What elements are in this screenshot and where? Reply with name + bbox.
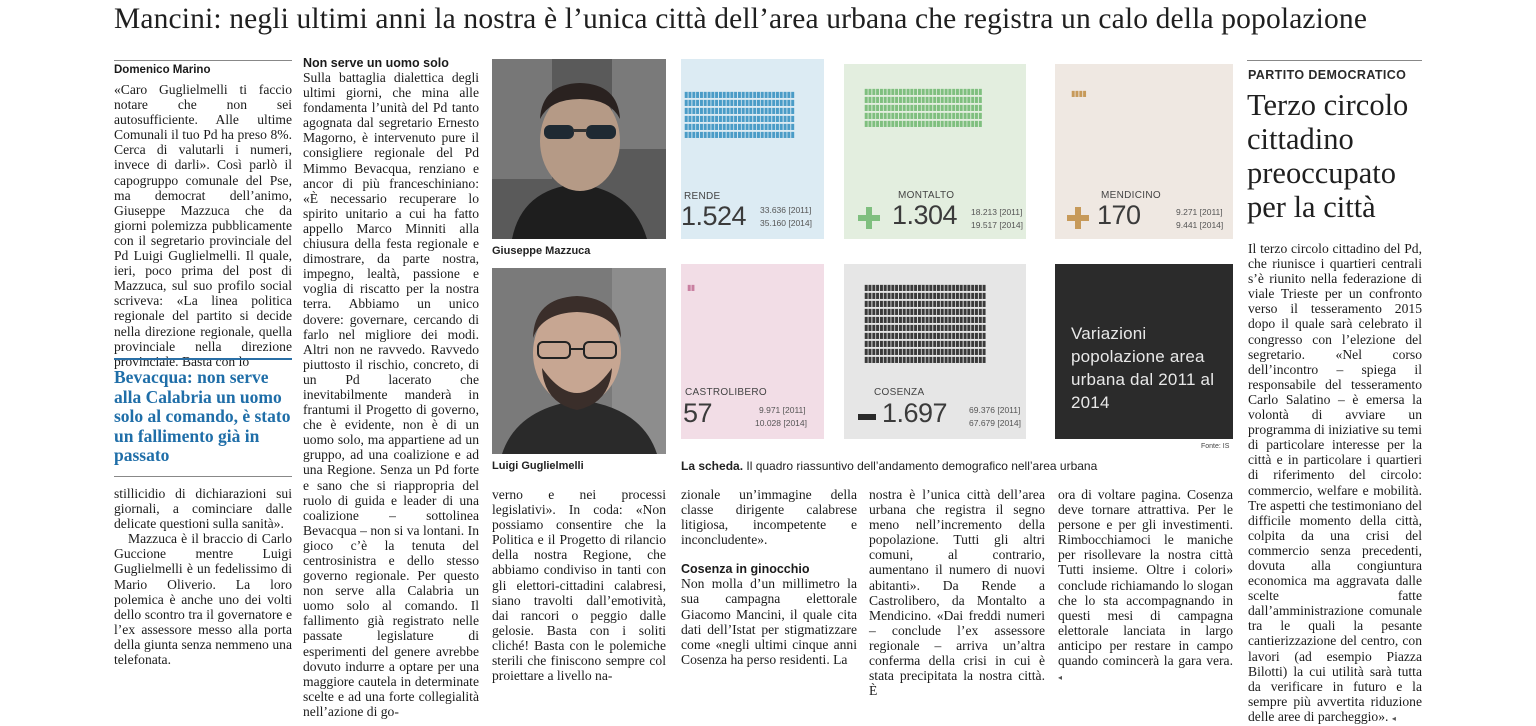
tile-2014-castrolibero: 10.028 [2014] xyxy=(755,418,807,428)
infographic-source: Fonte: IS xyxy=(1201,443,1230,450)
sidebar-title: Terzo circolo cittadino preoccupato per la città xyxy=(1247,88,1409,224)
subheading-non-serve: Non serve un uomo solo xyxy=(303,56,449,70)
tile-delta-rende: 1.524 xyxy=(681,201,747,231)
people-icons-cosenza: ▮▮▮▮▮▮▮▮▮▮▮▮▮▮▮▮▮▮▮▮▮▮▮▮▮▮▮▮▮▮▮▮ ▮▮▮▮▮▮▮▮▮▮▮▮▮▮▮▮▮▮▮▮▮▮▮▮▮▮▮▮▮▮▮▮ ▮▮▮▮▮▮▮▮▮▮▮▮▮▮▮▮▮▮▮▮▮▮▮▮▮▮▮▮▮▮▮▮ ▮▮▮▮▮▮▮▮▮▮▮▮▮▮▮▮▮▮▮▮▮▮▮▮▮▮▮▮▮▮▮▮ ▮▮▮▮▮▮▮▮▮▮▮▮▮▮▮▮▮▮▮▮▮▮▮▮▮▮▮▮▮▮▮▮ ▮▮▮▮▮▮▮▮▮▮▮▮▮▮▮▮▮▮▮▮▮▮▮▮▮▮▮▮▮▮▮▮ ▮▮▮▮▮▮▮▮▮▮▮▮▮▮▮▮▮▮▮▮▮▮▮▮▮▮▮▮▮▮▮▮ ▮▮▮▮▮▮▮▮▮▮▮▮▮▮▮▮▮▮▮▮▮▮▮▮▮▮▮▮▮▮▮▮ ▮▮▮▮▮▮▮▮▮▮▮▮▮▮▮▮▮▮▮▮▮▮▮▮▮▮▮▮▮▮▮▮ ▮▮▮▮▮▮▮▮▮▮▮▮▮▮▮▮▮▮▮▮▮▮▮▮▮▮▮▮▮▮▮▮ xyxy=(864,283,986,364)
column-4-text: zionale un’immagine della classe dirigente calabrese litigiosa, incompetente e inconcludente». xyxy=(681,487,857,548)
headline: Mancini: negli ultimi anni la nostra è l’unica città dell’area urbana che registra un calo della popolazione xyxy=(114,3,1368,35)
column-1-bottom-p1: stillicidio di dichiarazioni sui giornali, a cominciare dalle delicate questioni sulla sanità». xyxy=(114,486,292,532)
tile-name-montalto: MONTALTO xyxy=(898,190,955,201)
column-2 xyxy=(303,56,479,719)
infographic-title: Variazioni popolazione area urbana dal 2011 al 2014 xyxy=(1071,324,1215,412)
tile-name-cosenza: COSENZA xyxy=(874,387,925,398)
pullquote-rule xyxy=(114,358,292,360)
tile-montalto xyxy=(844,64,1026,239)
column-5-text: nostra è l’unica città dell’area urbana che registra il segno meno nell’incremento della popolazione. Tutti gli altri comuni, al contrario, aumentano il numero di nuovi abitanti». Da Rende a Castrolibero, da Montalto a Mendicino. «Dai freddi numeri – conclude l’ex assessore regionale – arriva un’altra conferma della crisi in cui è stata precipitata la nostra città. È xyxy=(869,487,1045,699)
tile-2011-rende: 33.636 [2011] xyxy=(760,205,812,215)
tile-2014-montalto: 19.517 [2014] xyxy=(971,220,1023,230)
plus-icon xyxy=(1067,207,1089,229)
tile-2011-cosenza: 69.376 [2011] xyxy=(969,405,1021,415)
sidebar-column xyxy=(1248,241,1422,724)
people-icons-montalto: ▮▮▮▮▮▮▮▮▮▮▮▮▮▮▮▮▮▮▮▮▮▮▮▮▮▮▮▮▮▮▮ ▮▮▮▮▮▮▮▮▮▮▮▮▮▮▮▮▮▮▮▮▮▮▮▮▮▮▮▮▮▮▮ ▮▮▮▮▮▮▮▮▮▮▮▮▮▮▮▮▮▮▮▮▮▮▮▮▮▮▮▮▮▮▮ ▮▮▮▮▮▮▮▮▮▮▮▮▮▮▮▮▮▮▮▮▮▮▮▮▮▮▮▮▮▮▮ ▮▮▮▮▮▮▮▮▮▮▮▮▮▮▮▮▮▮▮▮▮▮▮▮▮▮▮▮▮▮▮ xyxy=(864,87,982,128)
tile-2014-cosenza: 67.679 [2014] xyxy=(969,418,1021,428)
column-1-bottom xyxy=(114,486,292,668)
people-icons-rende: ▮▮▮▮▮▮▮▮▮▮▮▮▮▮▮▮▮▮▮▮▮▮▮▮▮▮▮▮▮ ▮▮▮▮▮▮▮▮▮▮▮▮▮▮▮▮▮▮▮▮▮▮▮▮▮▮▮▮▮ ▮▮▮▮▮▮▮▮▮▮▮▮▮▮▮▮▮▮▮▮▮▮▮▮▮▮▮▮▮ ▮▮▮▮▮▮▮▮▮▮▮▮▮▮▮▮▮▮▮▮▮▮▮▮▮▮▮▮▮ ▮▮▮▮▮▮▮▮▮▮▮▮▮▮▮▮▮▮▮▮▮▮▮▮▮▮▮▮▮ ▮▮▮▮▮▮▮▮▮▮▮▮▮▮▮▮▮▮▮▮▮▮▮▮▮▮▮▮▮ xyxy=(684,90,795,139)
tile-2014-mendicino: 9.441 [2014] xyxy=(1176,220,1224,230)
column-6-body: ora di voltare pagina. Cosenza deve tornare attrattiva. Per le persone e per gli investimenti. Rimbocchiamoci le maniche per risollevare la nostra città Tutti insieme. Oltre i colori» conclude richiamando lo slogan che lo sta accompagnando in questi mesi di campagna elettorale lanciata in largo anticipo per restare in campo quando comincerà la gara vera. xyxy=(1058,487,1233,669)
infographic-caption-bold: La scheda. xyxy=(681,459,744,473)
column-1-top-text: «Caro Guglielmelli ti faccio notare che non sei autosufficiente. Alle ultime Comunali il tuo Pd ha preso 8%. Cerca di valutarli i numeri, invece di darli». Così parlò il capogruppo comunale del Pse, ma democrat dell’animo, Giuseppe Mazzuca che da giorni polemizza pubblicamente con il segretario provinciale del Pd Luigi Guglielmelli. Il quale, ieri, poco prima del post di Mazzuca, sul suo profilo social scriveva: «La linea politica regionale del partito si decide nella direzione regionale, quella provinciale nella direzione provinciale. Basta con lo xyxy=(114,82,292,369)
column-2-text: Sulla battaglia dialettica degli ultimi giorni, che mina alle fondamenta l’unità del Pd tanto agognata dal segretario Ernesto Magorno, è intervenuto pure il consigliere regionale del Pd Mimmo Bevacqua, renziano e ancor di più franceschiniano: «È necessario recuperare lo spirito unitario a cui ha fatto appello Marco Minniti alla chiusura della festa regionale e dimostrare, da parte nostra, impegno, lealtà, passione e voglia di riscatto per la nostra terra. Abbiamo un unico dovere: governare, cercando di farlo nel migliore dei modi. Altri non ne ravvedo. Ravvedo piuttosto il rischio, concreto, di un Pd lacerato che inevitabilmente manderà in frantumi il Progetto di governo, che è evidente, non è di un uomo solo, ma appartiene ad un gruppo, ad una coalizione e ad una Regione. Senza un Pd forte e sano che si riappropria del ruolo di guida e leader di una coalizione – sottolinea Bevacqua – non si va lontani. In gioco c’è la tenuta del centrosinistra e dello stesso governo regionale. Per questo non serve alla Calabria un uomo solo al comando. Il fallimento già registrato nelle passate legislature di esperimenti del genere avrebbe dovuto indurre a optare per una maggiore cautela in determinate scelte e ad una forte collegialità nell’azione di go- xyxy=(303,70,479,719)
end-mark-icon: ◂ xyxy=(1391,713,1396,723)
tile-name-castrolibero: CASTROLIBERO xyxy=(685,387,767,398)
column-6-text xyxy=(1058,487,1233,685)
people-icons-mendicino: ▮▮▮▮ xyxy=(1071,89,1087,98)
byline: Domenico Marino xyxy=(114,64,211,76)
plus-icon xyxy=(858,207,880,229)
column-4 xyxy=(681,487,857,667)
tile-name-mendicino: MENDICINO xyxy=(1101,190,1161,201)
portrait-silhouette-2 xyxy=(492,268,666,454)
tile-cosenza xyxy=(844,264,1026,439)
sidebar-text xyxy=(1248,241,1422,726)
tile-title-dark xyxy=(1055,264,1233,439)
caption-luigi-guglielmelli: Luigi Guglielmelli xyxy=(492,460,584,472)
column-5 xyxy=(869,487,1045,699)
column-3 xyxy=(492,487,666,684)
end-mark-icon: ◂ xyxy=(1058,673,1063,683)
infographic-caption-text: Il quadro riassuntivo dell’andamento demografico nell’area urbana xyxy=(746,459,1098,473)
column-1-top xyxy=(114,82,292,369)
photo-luigi-guglielmelli xyxy=(492,268,666,454)
tile-delta-cosenza: 1.697 xyxy=(882,398,948,428)
subheading-cosenza-in-ginocchio: Cosenza in ginocchio xyxy=(681,562,810,577)
tile-2014-rende: 35.160 [2014] xyxy=(760,218,812,228)
column-3-text: verno e nei processi legislativi». In coda: «Non possiamo consentire che la Politica e il Progetto di rilancio della nostra Regione, che abbiamo condiviso in tanti con gli elettori-cittadini calabresi, siano travolti dall’emotività, dai rancori o peggio dalle gelosie. Basta con i soliti cliché! Basta con le polemiche sterili che finiscono sempre col proiettare a livello na- xyxy=(492,487,666,684)
column-6 xyxy=(1058,487,1233,683)
tile-delta-montalto: 1.304 xyxy=(892,200,958,230)
photo-giuseppe-mazzuca xyxy=(492,59,666,239)
tile-2011-castrolibero: 9.971 [2011] xyxy=(759,405,806,415)
sidebar-body: Il terzo circolo cittadino del Pd, che riunisce i quartieri centrali s’è riunito nella federazione di viale Trieste per un confronto verso il tesseramento 2015 dopo il quale sarà celebrato il congresso con l’elezione del segretario. «Nel corso dell’incontro – spiega il responsabile del tesseramento Carlo Salatino – è emersa la volontà di avviare un programma di iniziative su temi di particolare interesse per la città e in particolare i quartieri di riferimento del circolo: commercio, welfare e mobilità. Tre aspetti che testimoniano del difficile momento della città, colpita da una crisi del commercio senza precedenti, dovuta alla congiuntura economica ma aggravata dalle scelte fatte dall’amministrazione comunale tra le quali la pesante cantierizzazione del centro, con lavori (ad esempio Piazza Bilotti) la cui utilità sarà tutta da verificare in futuro e la sempre più avvertita riduzione delle aree di parcheggio». xyxy=(1248,241,1422,724)
pullquote: Bevacqua: non serve alla Calabria un uomo solo al comando, è stato un fallimento già in passato xyxy=(114,367,291,465)
tile-name-rende: RENDE xyxy=(684,191,721,202)
tile-2011-mendicino: 9.271 [2011] xyxy=(1176,207,1223,217)
people-icons-castrolibero: ▮▮ xyxy=(687,283,695,292)
pullquote-bottom-rule xyxy=(114,476,292,477)
tile-delta-mendicino: 170 xyxy=(1097,200,1141,230)
caption-giuseppe-mazzuca: Giuseppe Mazzuca xyxy=(492,245,591,257)
byline-rule xyxy=(114,60,292,61)
infographic xyxy=(681,59,1233,457)
tile-delta-castrolibero: 57 xyxy=(683,398,713,428)
column-4-text-2: Non molla d’un millimetro la sua campagna elettorale Giacomo Mancini, il quale cita dati dell’Istat per stigmatizzare come «negli ultimi cinque anni Cosenza ha perso residenti. La xyxy=(681,576,857,667)
section-label: PARTITO DEMOCRATICO xyxy=(1248,68,1407,82)
tile-castrolibero xyxy=(681,264,824,439)
column-1-bottom-p2: Mazzuca è il braccio di Carlo Guccione mentre Luigi Guglielmelli è un fedelissimo di Mario Oliverio. La loro polemica è anche uno dei volti dello scontro tra il governatore e l’ex assessore messo alla porta della giunta senza nemmeno una telefonata. xyxy=(114,531,292,668)
tile-2011-montalto: 18.213 [2011] xyxy=(971,207,1023,217)
sidebar-top-rule xyxy=(1247,60,1422,61)
tile-mendicino xyxy=(1055,64,1233,239)
portrait-silhouette-1 xyxy=(492,59,666,239)
infographic-caption xyxy=(681,459,1097,473)
minus-icon xyxy=(858,414,876,420)
tile-rende xyxy=(681,59,824,239)
